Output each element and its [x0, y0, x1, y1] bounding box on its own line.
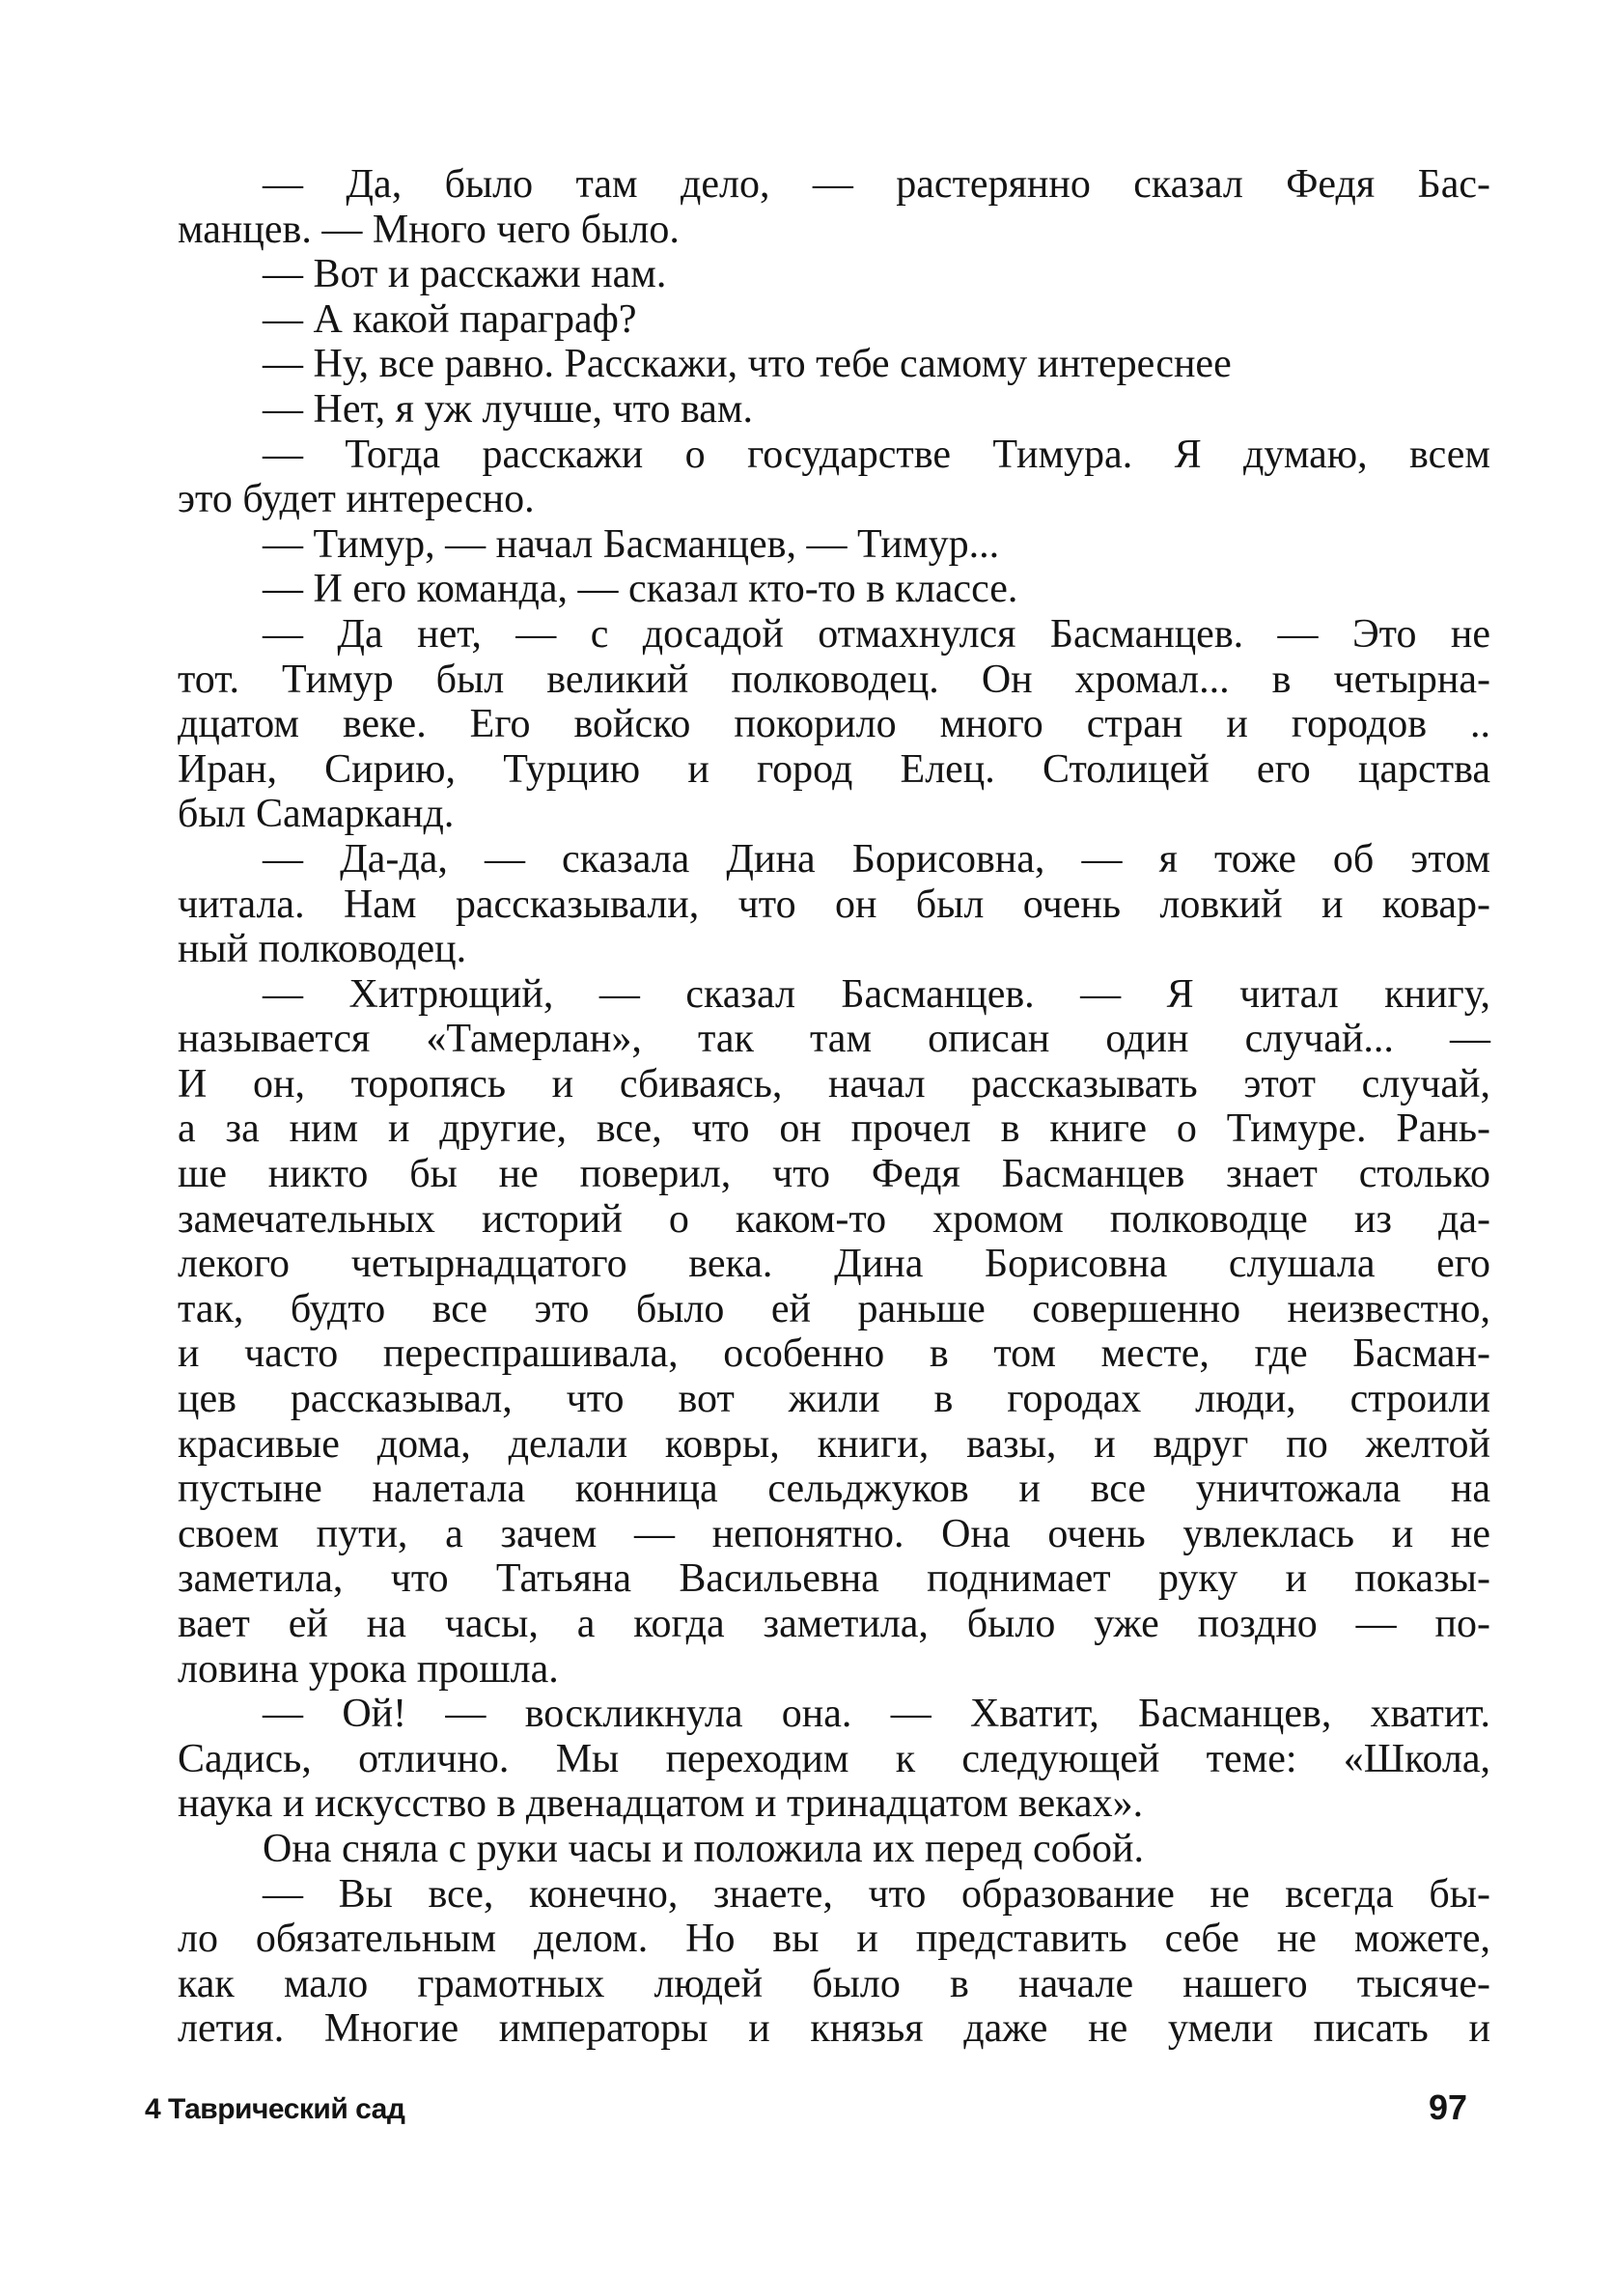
text-line: был Самарканд.	[178, 792, 455, 837]
text-line: — Вот и расскажи нам.	[263, 252, 667, 297]
paragraph	[178, 342, 1490, 387]
text-line: наука и искусство в двенадцатом и тринадцатом веках».	[178, 1781, 1144, 1827]
text-line: ше никто бы не поверил, что Федя Басманцев знает столько	[178, 1152, 1490, 1197]
paragraph	[178, 433, 1490, 522]
text-line: — Да нет, — с досадой отмахнулся Басманцев. — Это не	[263, 611, 1490, 657]
text-line: а за ним и другие, все, что он прочел в книге о Тимуре. Рань-	[178, 1106, 1490, 1152]
text-line: летия. Многие императоры и князья даже не умели писать и	[178, 2006, 1490, 2052]
text-line: ловина урока прошла.	[178, 1646, 559, 1692]
paragraph	[178, 972, 1490, 1693]
text-line: дцатом веке. Его войско покорило много стран и городов ..	[178, 702, 1490, 747]
text-line: ный полководец.	[178, 927, 467, 972]
text-line: — Ну, все равно. Расскажи, что тебе самому интереснее	[263, 342, 1232, 387]
text-line: Иран, Сирию, Турцию и город Елец. Столицей его царства	[178, 746, 1490, 792]
text-line: манцев. — Много чего было.	[178, 207, 680, 252]
text-line: — И его команда, — сказал кто-то в классе.	[263, 567, 1018, 612]
text-line: И он, торопясь и сбиваясь, начал рассказывать этот случай,	[178, 1061, 1490, 1106]
text-line: — А какой параграф?	[263, 296, 637, 342]
text-line: красивые дома, делали ковры, книги, вазы, и вдруг по желтой	[178, 1421, 1490, 1467]
page-number: 97	[1429, 2087, 1468, 2127]
body-text	[178, 162, 1490, 2052]
paragraph	[178, 612, 1490, 837]
text-line: как мало грамотных людей было в начале нашего тысяче-	[178, 1961, 1490, 2006]
text-line: замечательных историй о каком-то хромом полководце из да-	[178, 1196, 1490, 1242]
paragraph	[178, 297, 1490, 343]
paragraph	[178, 1692, 1490, 1827]
paragraph	[178, 162, 1490, 252]
text-line: своем пути, а зачем — непонятно. Она очень увлеклась и не	[178, 1511, 1490, 1556]
text-line: лекого четырнадцатого века. Дина Борисовна слушала его	[178, 1242, 1490, 1287]
text-line: называется «Тамерлан», так там описан один случай... —	[178, 1017, 1490, 1062]
paragraph	[178, 387, 1490, 433]
text-line: читала. Нам рассказывали, что он был очень ловкий и ковар-	[178, 882, 1490, 927]
text-line: и часто переспрашивала, особенно в том месте, где Басман-	[178, 1331, 1490, 1377]
text-line: — Тимур, — начал Басманцев, — Тимур...	[263, 521, 1000, 567]
paragraph	[178, 567, 1490, 612]
text-line: Садись, отлично. Мы переходим к следующей теме: «Школа,	[178, 1736, 1490, 1781]
paragraph	[178, 1872, 1490, 2052]
text-line: пустыне налетала конница сельджуков и все уничтожала на	[178, 1467, 1490, 1512]
text-line: заметила, что Татьяна Васильевна поднимает руку и показы-	[178, 1556, 1490, 1602]
text-line: это будет интересно.	[178, 477, 535, 522]
text-line: — Тогда расскажи о государстве Тимура. Я думаю, всем	[263, 432, 1490, 477]
text-line: — Вы все, конечно, знаете, что образование не всегда бы-	[263, 1871, 1490, 1917]
text-line: тот. Тимур был великий полководец. Он хромал... в четырна-	[178, 657, 1490, 702]
text-line: — Ой! — воскликнула она. — Хватит, Басманцев, хватит.	[263, 1692, 1490, 1737]
text-line: — Да, было там дело, — растерянно сказал Федя Бас-	[263, 162, 1490, 207]
text-line: цев рассказывал, что вот жили в городах люди, строили	[178, 1377, 1490, 1422]
paragraph	[178, 252, 1490, 297]
text-line: — Да-да, — сказала Дина Борисовна, — я тоже об этом	[263, 836, 1490, 882]
text-line: Она сняла с руки часы и положила их перед собой.	[263, 1826, 1145, 1871]
text-line: — Хитрющий, — сказал Басманцев. — Я читал книгу,	[263, 971, 1490, 1017]
paragraph	[178, 522, 1490, 568]
text-line: вает ей на часы, а когда заметила, было уже поздно — по-	[178, 1602, 1490, 1646]
text-line: ло обязательным делом. Но вы и представить себе не можете,	[178, 1917, 1490, 1962]
printer-signature: 4 Таврический сад	[145, 2093, 405, 2125]
paragraph	[178, 837, 1490, 972]
text-line: — Нет, я уж лучше, что вам.	[263, 386, 753, 432]
paragraph	[178, 1827, 1490, 1872]
text-line: так, будто все это было ей раньше совершенно неизвестно,	[178, 1286, 1490, 1331]
